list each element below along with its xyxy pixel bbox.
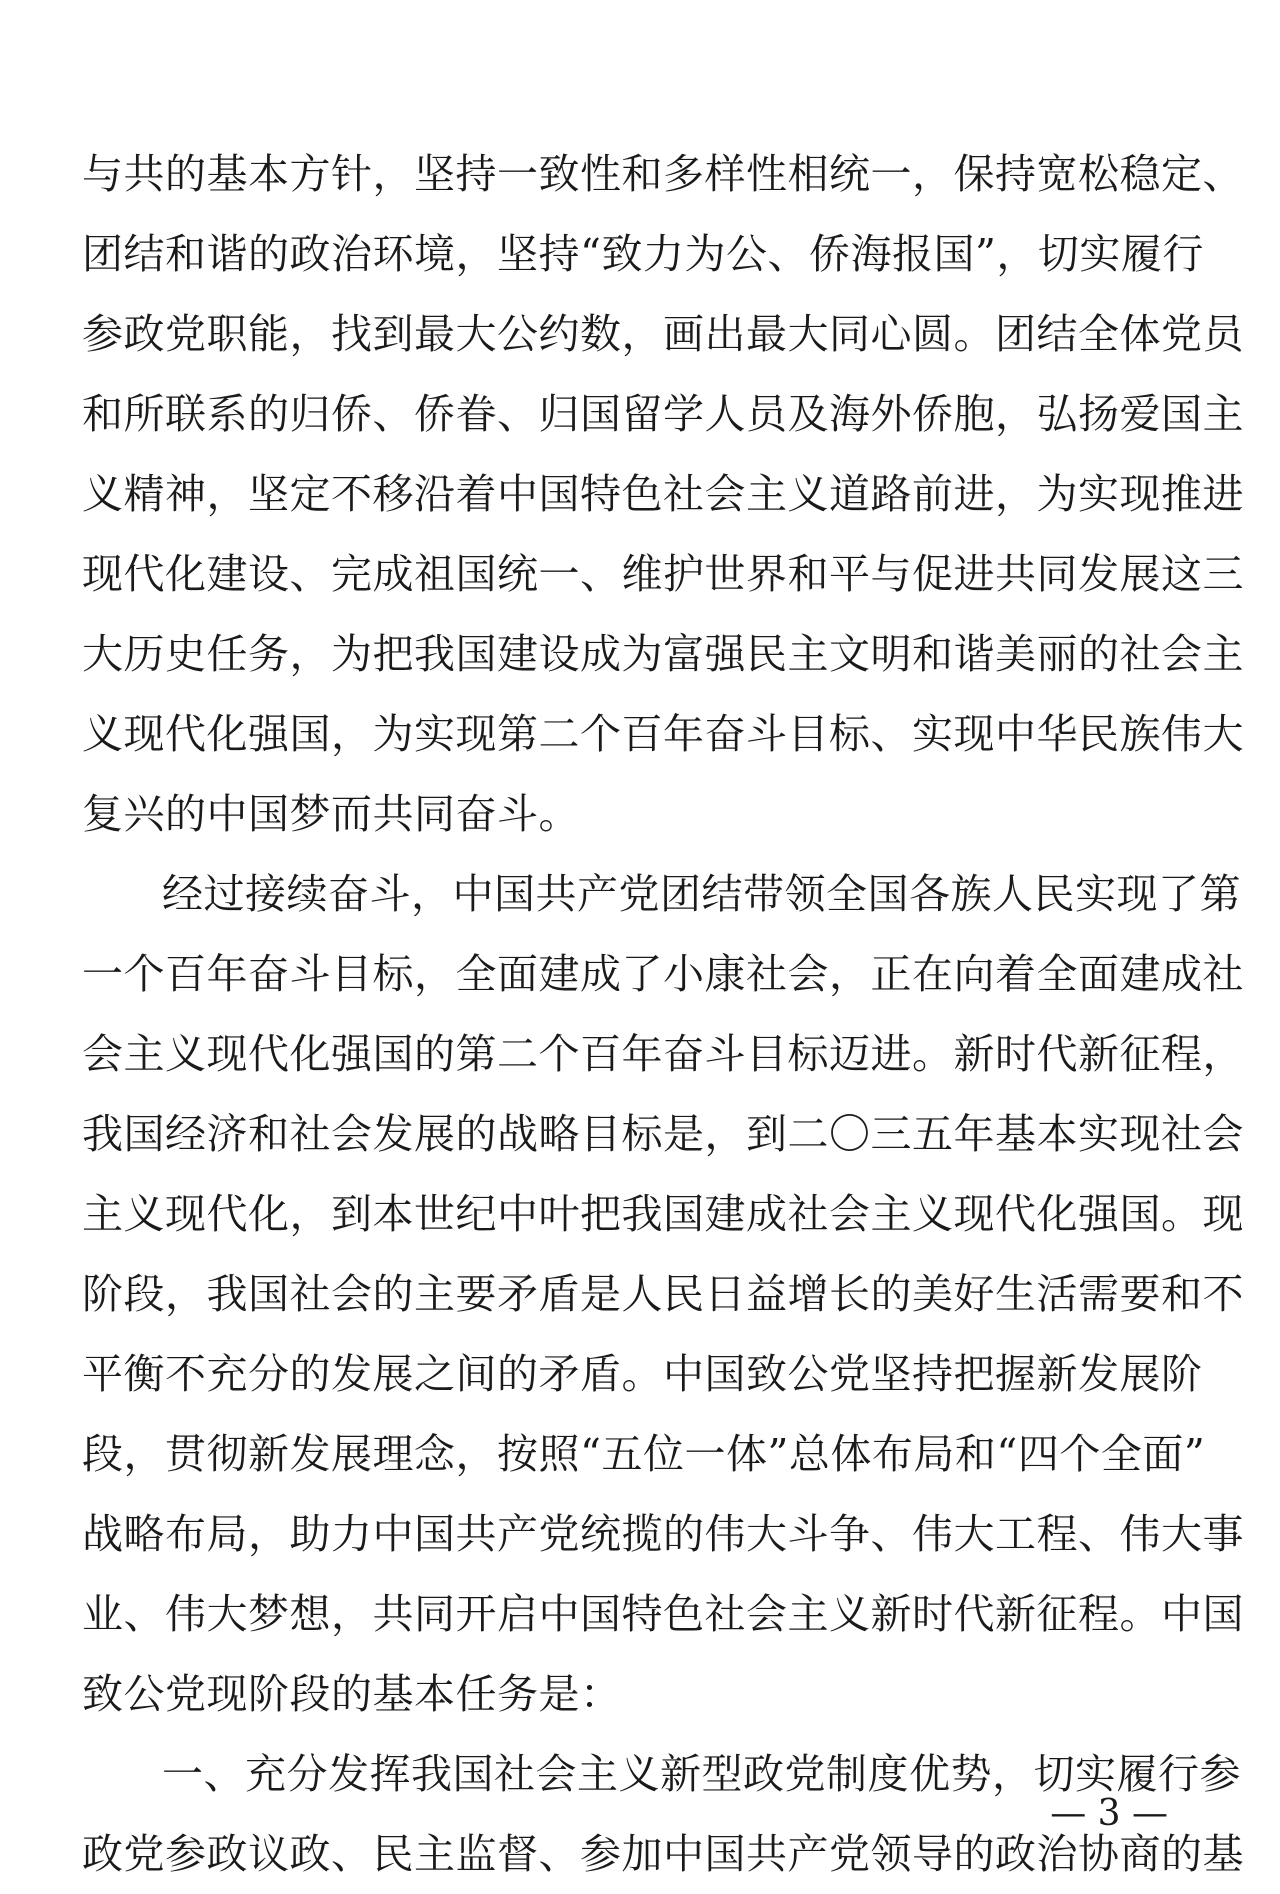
text-line: 战略布局，助力中国共产党统揽的伟大斗争、伟大工程、伟大事 — [82, 1510, 1244, 1558]
text-line: 和所联系的归侨、侨眷、归国留学人员及海外侨胞，弘扬爱国主 — [82, 390, 1244, 438]
text-line: 政党参政议政、民主监督、参加中国共产党领导的政治协商的基 — [82, 1830, 1244, 1878]
text-line: 与共的基本方针，坚持一致性和多样性相统一，保持宽松稳定、 — [82, 150, 1244, 198]
text-line: 经过接续奋斗，中国共产党团结带领全国各族人民实现了第 — [162, 870, 1241, 918]
text-line: 义现代化强国，为实现第二个百年奋斗目标、实现中华民族伟大 — [82, 710, 1244, 758]
text-line: 平衡不充分的发展之间的矛盾。中国致公党坚持把握新发展阶 — [82, 1350, 1203, 1398]
text-line: 义精神，坚定不移沿着中国特色社会主义道路前进，为实现推进 — [82, 470, 1244, 518]
body-text — [82, 134, 1244, 1894]
text-line: 参政党职能，找到最大公约数，画出最大同心圆。团结全体党员 — [82, 310, 1244, 358]
text-line: 团结和谐的政治环境，坚持“致力为公、侨海报国”，切实履行 — [82, 230, 1204, 278]
text-line: 致公党现阶段的基本任务是： — [82, 1670, 622, 1718]
text-line: 阶段，我国社会的主要矛盾是人民日益增长的美好生活需要和不 — [82, 1270, 1244, 1318]
text-line: 一个百年奋斗目标，全面建成了小康社会，正在向着全面建成社 — [82, 950, 1244, 998]
text-line: 段，贯彻新发展理念，按照“五位一体”总体布局和“四个全面” — [82, 1430, 1206, 1478]
text-line: 我国经济和社会发展的战略目标是，到二〇三五年基本实现社会 — [82, 1110, 1244, 1158]
page-number: — 3 — — [1050, 1793, 1168, 1834]
text-line: 主义现代化，到本世纪中叶把我国建成社会主义现代化强国。现 — [82, 1190, 1244, 1238]
text-line: 大历史任务，为把我国建设成为富强民主文明和谐美丽的社会主 — [82, 630, 1244, 678]
text-line: 现代化建设、完成祖国统一、维护世界和平与促进共同发展这三 — [82, 550, 1244, 598]
text-line: 复兴的中国梦而共同奋斗。 — [82, 790, 580, 838]
text-line: 会主义现代化强国的第二个百年奋斗目标迈进。新时代新征程， — [82, 1030, 1244, 1078]
text-line: 一、充分发挥我国社会主义新型政党制度优势，切实履行参 — [162, 1750, 1241, 1798]
text-line: 业、伟大梦想，共同开启中国特色社会主义新时代新征程。中国 — [82, 1590, 1244, 1638]
